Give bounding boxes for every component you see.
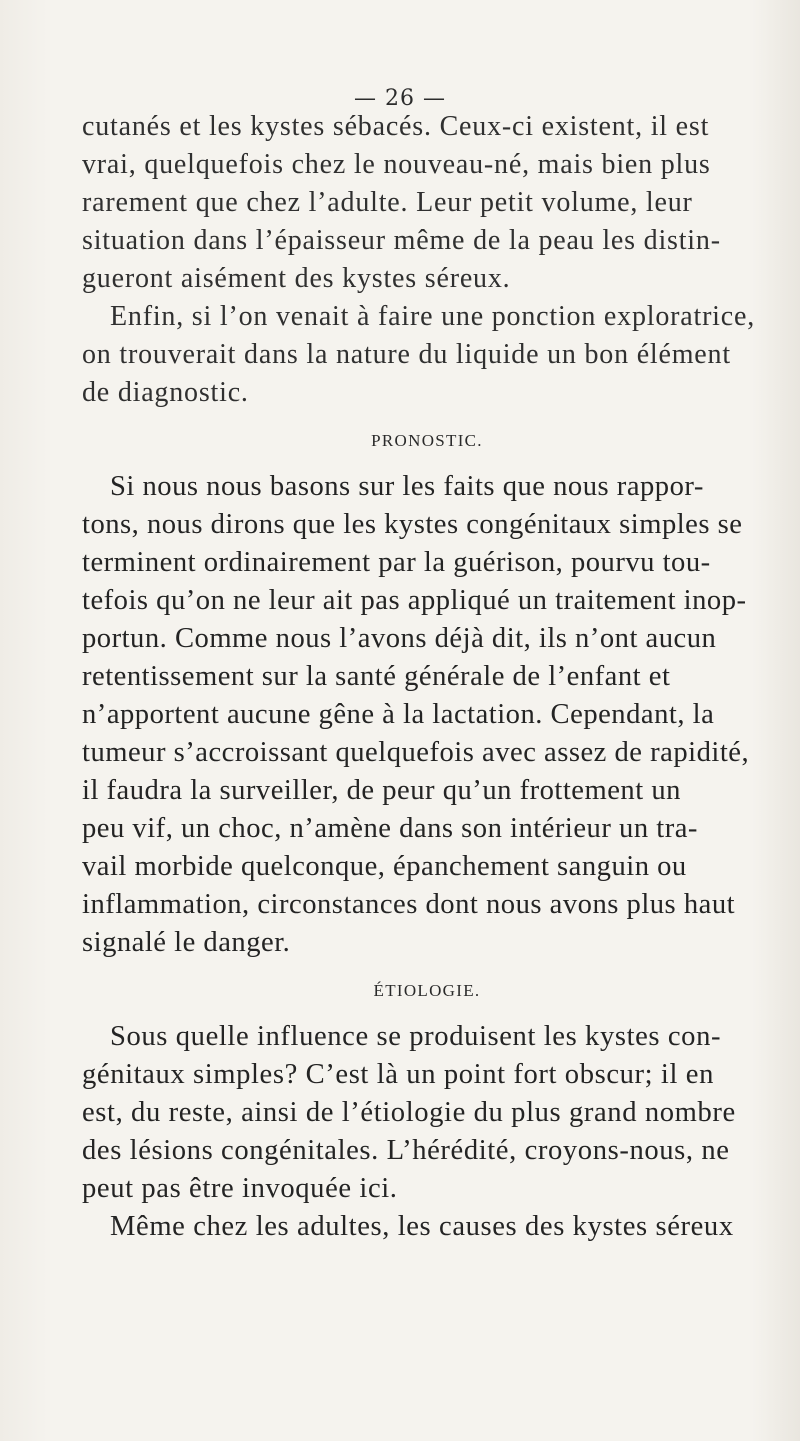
section-pronostic xyxy=(82,468,772,962)
section-etiologie xyxy=(82,1018,772,1246)
text-line: inflammation, circonstances dont nous avons plus haut xyxy=(82,889,736,920)
text-line: cutanés et les kystes sébacés. Ceux-ci existent, il est xyxy=(82,111,710,142)
text-line: on trouverait dans la nature du liquide un bon élément xyxy=(82,339,731,370)
text-line: rarement que chez l’adulte. Leur petit volume, leur xyxy=(82,187,693,218)
text-line: de diagnostic. xyxy=(82,377,249,408)
text-line: des lésions congénitales. L’hérédité, croyons-nous, ne xyxy=(82,1135,730,1166)
text-line: Sous quelle influence se produisent les kystes con- xyxy=(110,1021,722,1052)
text-line: vail morbide quelconque, épanchement sanguin ou xyxy=(82,851,687,882)
text-line: gueront aisément des kystes séreux. xyxy=(82,263,511,294)
text-line: peut pas être invoquée ici. xyxy=(82,1173,398,1204)
text-line: peu vif, un choc, n’amène dans son intérieur un tra- xyxy=(82,813,698,844)
text-line: retentissement sur la santé générale de l’enfant et xyxy=(82,661,671,692)
text-line: tons, nous dirons que les kystes congénitaux simples se xyxy=(82,509,743,540)
text-line: signalé le danger. xyxy=(82,927,291,958)
heading-etiologie: ÉTIOLOGIE. xyxy=(373,981,481,1000)
section-diagnostic-end xyxy=(82,108,772,412)
text-line: vrai, quelquefois chez le nouveau-né, mais bien plus xyxy=(82,149,711,180)
text-line: tefois qu’on ne leur ait pas appliqué un traitement inop- xyxy=(82,585,747,616)
text-line: situation dans l’épaisseur même de la peau les distin- xyxy=(82,225,721,256)
text-line: est, du reste, ainsi de l’étiologie du plus grand nombre xyxy=(82,1097,736,1128)
text-line: génitaux simples? C’est là un point fort obscur; il en xyxy=(82,1059,714,1090)
page-body xyxy=(82,108,772,1246)
text-line: Même chez les adultes, les causes des kystes séreux xyxy=(110,1211,734,1242)
page-number: — 26 — xyxy=(354,86,446,111)
text-line: n’apportent aucune gêne à la lactation. Cependant, la xyxy=(82,699,715,730)
text-line: portun. Comme nous l’avons déjà dit, ils n’ont aucun xyxy=(82,623,717,654)
text-line: terminent ordinairement par la guérison, pourvu tou- xyxy=(82,547,711,578)
heading-pronostic: PRONOSTIC. xyxy=(371,431,483,450)
text-line: Enfin, si l’on venait à faire une ponction exploratrice, xyxy=(110,301,756,332)
text-line: tumeur s’accroissant quelquefois avec assez de rapidité, xyxy=(82,737,750,768)
text-line: il faudra la surveiller, de peur qu’un frottement un xyxy=(82,775,681,806)
text-line: Si nous nous basons sur les faits que nous rappor- xyxy=(110,471,704,502)
